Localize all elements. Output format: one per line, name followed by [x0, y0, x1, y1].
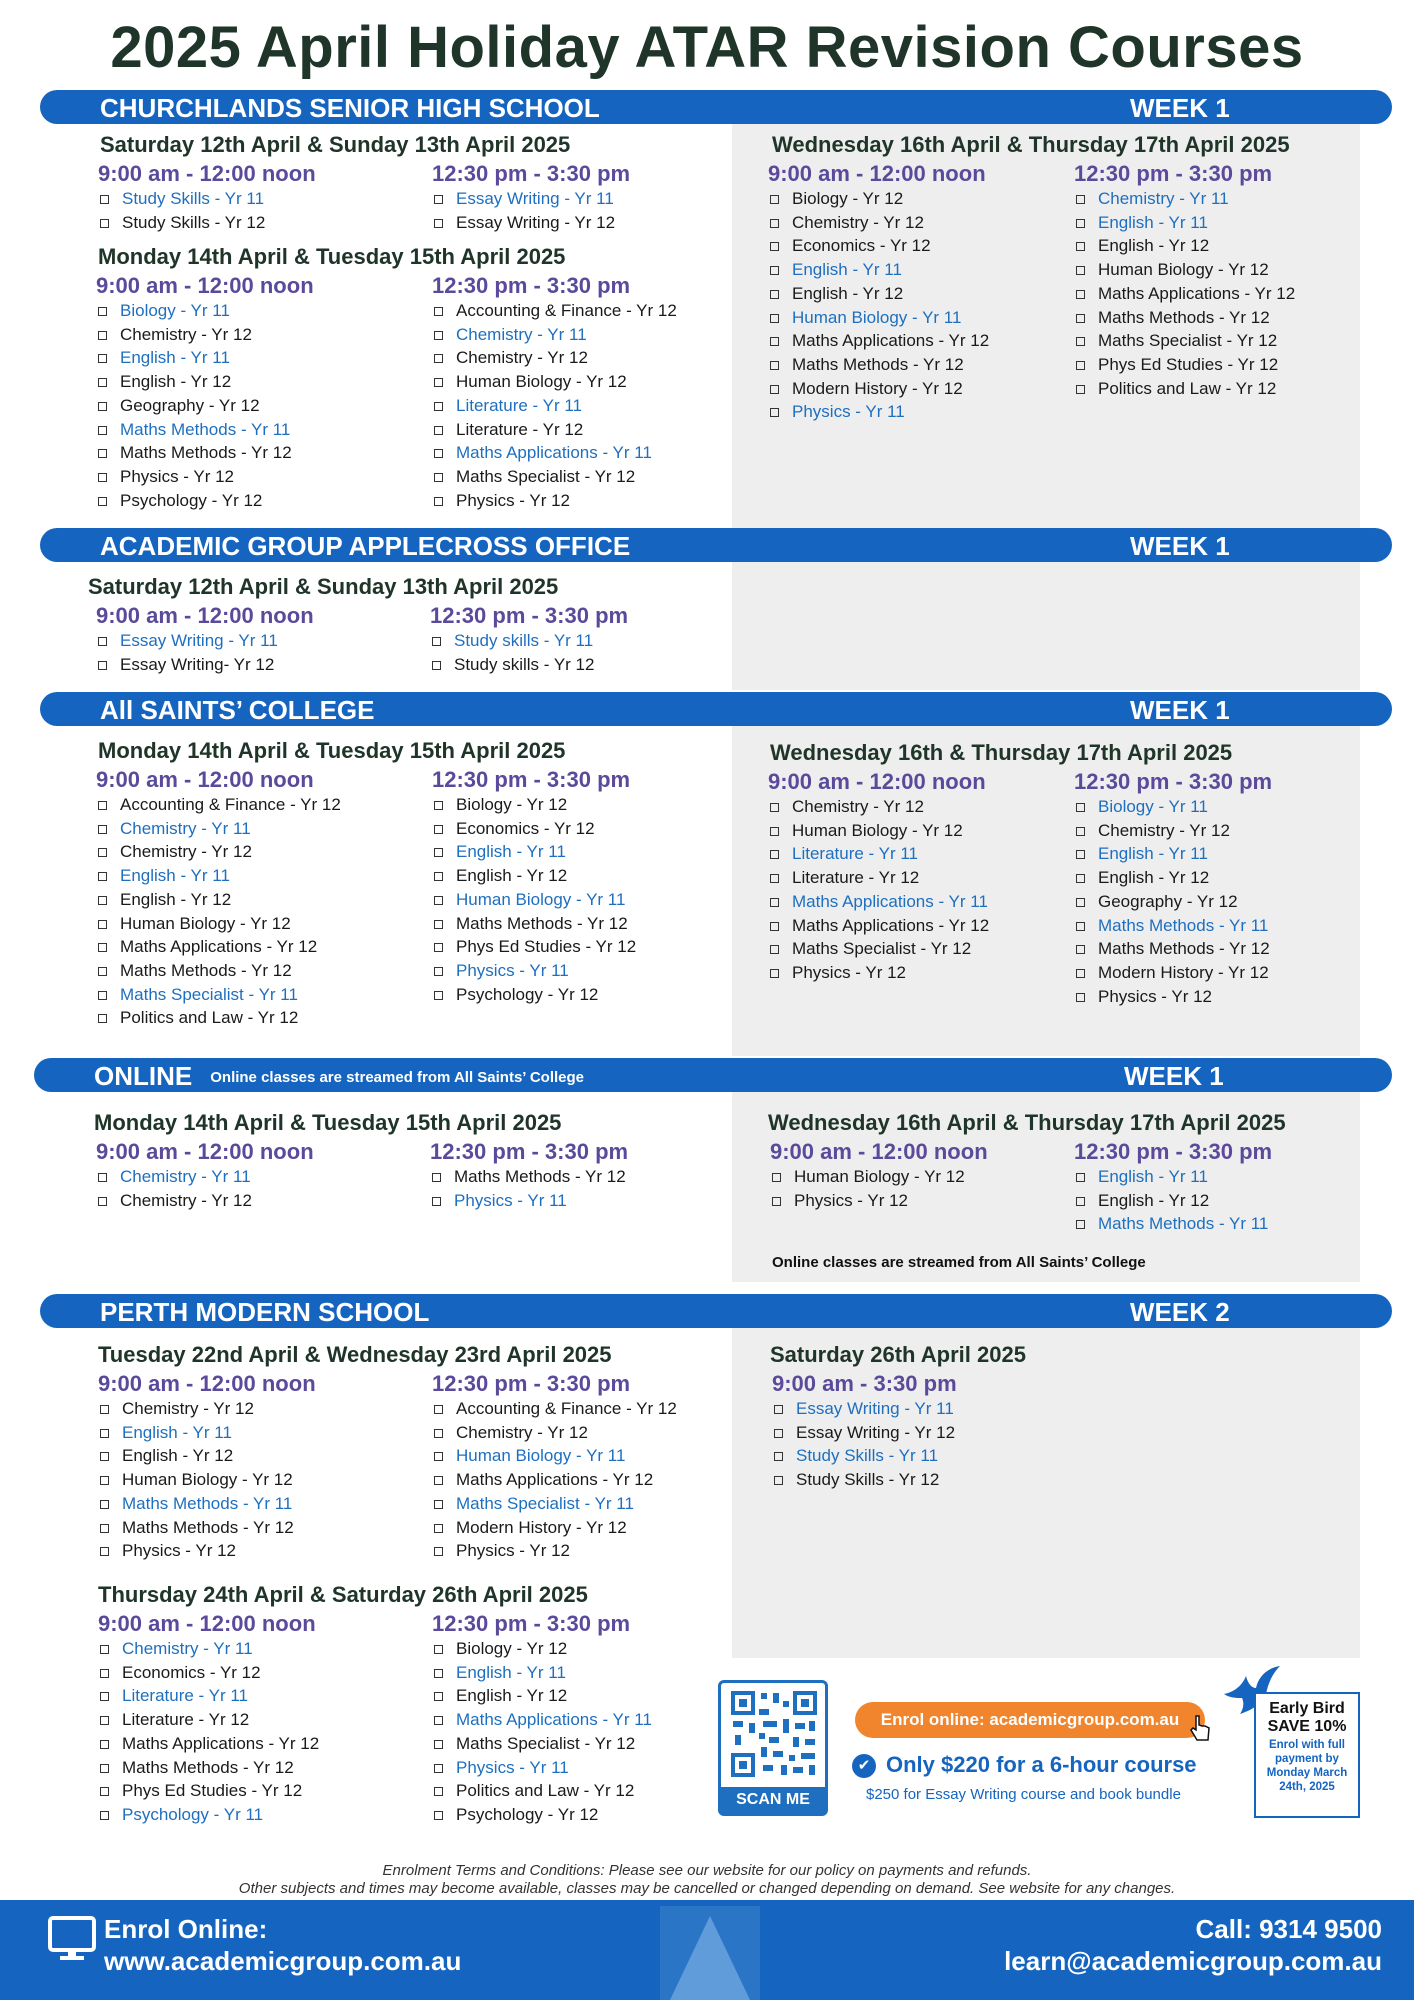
course-item: Study Skills - Yr 11 — [772, 1444, 957, 1468]
course-item: Maths Specialist - Yr 12 — [768, 937, 989, 961]
week-label: WEEK 1 — [1130, 695, 1230, 725]
time-slot: 9:00 am - 3:30 pm — [772, 1371, 957, 1396]
course-item: Literature - Yr 12 — [768, 866, 989, 890]
course-item: Politics and Law - Yr 12 — [432, 1779, 652, 1803]
am-column — [770, 1136, 988, 1212]
terms-line-1: Enrolment Terms and Conditions: Please see our website for our policy on payments and refunds. — [382, 1862, 1032, 1879]
course-item: Economics - Yr 12 — [98, 1661, 319, 1685]
course-item: Maths Applications - Yr 11 — [432, 1708, 652, 1732]
course-item: Psychology - Yr 12 — [432, 1803, 652, 1827]
time-slot: 9:00 am - 12:00 noon — [98, 161, 316, 186]
course-item: English - Yr 11 — [96, 864, 341, 888]
course-item: Human Biology - Yr 12 — [432, 370, 677, 394]
session-block — [770, 1342, 1026, 1368]
qr-code[interactable] — [718, 1680, 828, 1816]
course-item: Chemistry - Yr 11 — [432, 323, 677, 347]
course-item: Maths Applications - Yr 11 — [432, 441, 677, 465]
time-slot: 9:00 am - 12:00 noon — [768, 161, 986, 186]
course-item: Study skills - Yr 12 — [430, 653, 628, 677]
course-item: Literature - Yr 11 — [98, 1684, 319, 1708]
enrol-online-label: Enrol Online: — [104, 1914, 268, 1944]
course-item: Literature - Yr 12 — [432, 418, 677, 442]
session-date: Monday 14th April & Tuesday 15th April 2025 — [94, 1110, 562, 1135]
course-list — [96, 299, 314, 512]
course-item: Human Biology - Yr 12 — [96, 912, 341, 936]
course-item: English - Yr 11 — [96, 346, 314, 370]
am-column — [96, 600, 314, 676]
session-date: Tuesday 22nd April & Wednesday 23rd April 2025 — [98, 1342, 612, 1367]
course-item: Maths Methods - Yr 12 — [98, 1756, 319, 1780]
check-circle-icon: ✔ — [852, 1754, 876, 1778]
course-item: Human Biology - Yr 11 — [432, 888, 636, 912]
course-item: Human Biology - Yr 12 — [1074, 258, 1295, 282]
terms-line-2: Other subjects and times may become available, classes may be cancelled or changed depending on demand. See website for any changes. — [238, 1880, 1176, 1897]
session-date: Monday 14th April & Tuesday 15th April 2025 — [98, 244, 566, 269]
course-list — [96, 793, 341, 1030]
course-item: Maths Specialist - Yr 12 — [432, 1732, 652, 1756]
perthmodern-banner — [40, 1294, 1392, 1328]
am-column — [772, 1368, 957, 1492]
course-list — [432, 187, 630, 234]
course-item: Human Biology - Yr 12 — [98, 1468, 316, 1492]
course-list — [1074, 187, 1295, 400]
course-item: Maths Applications - Yr 12 — [98, 1732, 319, 1756]
session-date: Saturday 12th April & Sunday 13th April 2025 — [88, 574, 559, 599]
course-item: Maths Methods - Yr 12 — [432, 912, 636, 936]
course-item: Politics and Law - Yr 12 — [96, 1006, 341, 1030]
session-date: Wednesday 16th April & Thursday 17th April 2025 — [772, 132, 1290, 157]
week-label: WEEK 2 — [1130, 1297, 1230, 1327]
course-item: English - Yr 11 — [1074, 1165, 1272, 1189]
course-item: Literature - Yr 11 — [432, 394, 677, 418]
course-item: Human Biology - Yr 11 — [768, 306, 989, 330]
course-item: Maths Methods - Yr 11 — [98, 1492, 316, 1516]
course-item: Physics - Yr 12 — [770, 1189, 988, 1213]
week-label: WEEK 1 — [1130, 93, 1230, 123]
session-date: Monday 14th April & Tuesday 15th April 2025 — [98, 738, 566, 763]
school-name — [94, 1061, 584, 1092]
school-name: PERTH MODERN SCHOOL — [100, 1297, 430, 1327]
email-link[interactable]: learn@academicgroup.com.au — [1004, 1946, 1382, 1976]
course-item: Physics - Yr 11 — [432, 1756, 652, 1780]
course-item: Maths Applications - Yr 11 — [768, 890, 989, 914]
session-block — [772, 132, 1290, 158]
session-block — [94, 1110, 561, 1136]
course-item: English - Yr 11 — [432, 1661, 652, 1685]
page-title: 2025 April Holiday ATAR Revision Courses — [110, 15, 1304, 80]
am-column — [98, 158, 316, 234]
course-item: Modern History - Yr 12 — [768, 377, 989, 401]
course-item: Study skills - Yr 11 — [430, 629, 628, 653]
course-item: Chemistry - Yr 12 — [1074, 819, 1272, 843]
course-item: Maths Methods - Yr 12 — [96, 441, 314, 465]
time-slot: 9:00 am - 12:00 noon — [96, 1139, 314, 1164]
course-item: Chemistry - Yr 12 — [432, 1421, 677, 1445]
school-name: ACADEMIC GROUP APPLECROSS OFFICE — [100, 531, 631, 561]
course-item: Economics - Yr 12 — [432, 817, 636, 841]
early-bird-discount: SAVE 10% — [1267, 1718, 1347, 1735]
course-item: English - Yr 11 — [98, 1421, 316, 1445]
session-block — [768, 1110, 1286, 1136]
time-slot: 12:30 pm - 3:30 pm — [432, 1611, 631, 1636]
price-text: Only $220 for a 6-hour course — [886, 1752, 1197, 1777]
course-list — [432, 1637, 652, 1827]
phone-number[interactable]: Call: 9314 9500 — [1195, 1914, 1382, 1944]
course-item: English - Yr 12 — [1074, 1189, 1272, 1213]
time-slot: 12:30 pm - 3:30 pm — [1074, 1139, 1273, 1164]
time-slot: 9:00 am - 12:00 noon — [98, 1611, 316, 1636]
course-item: Essay Writing - Yr 12 — [772, 1421, 957, 1445]
course-item: Chemistry - Yr 12 — [96, 840, 341, 864]
course-item: English - Yr 12 — [98, 1444, 316, 1468]
course-item: Maths Methods - Yr 12 — [1074, 306, 1295, 330]
course-item: Maths Methods - Yr 11 — [96, 418, 314, 442]
session-block — [98, 244, 565, 270]
course-item: Maths Methods - Yr 12 — [1074, 937, 1272, 961]
session-date: Wednesday 16th & Thursday 17th April 2025 — [770, 740, 1233, 765]
pm-column — [430, 1136, 628, 1212]
course-item: Biology - Yr 12 — [432, 1637, 652, 1661]
course-list — [432, 299, 677, 512]
online-banner — [34, 1058, 1392, 1092]
am-column — [768, 158, 989, 424]
course-item: Maths Specialist - Yr 12 — [432, 465, 677, 489]
course-item: English - Yr 12 — [768, 282, 989, 306]
pm-column — [432, 764, 636, 1006]
am-column — [768, 766, 989, 985]
course-item: Study Skills - Yr 12 — [98, 211, 316, 235]
time-slot: 12:30 pm - 3:30 pm — [430, 603, 629, 628]
course-item: Maths Methods - Yr 11 — [1074, 1212, 1272, 1236]
school-name: CHURCHLANDS SENIOR HIGH SCHOOL — [100, 93, 600, 123]
course-item: Study Skills - Yr 12 — [772, 1468, 957, 1492]
session-date: Thursday 24th April & Saturday 26th April 2025 — [98, 1582, 588, 1607]
course-item: Physics - Yr 12 — [768, 961, 989, 985]
course-item: Politics and Law - Yr 12 — [1074, 377, 1295, 401]
website-link[interactable]: www.academicgroup.com.au — [104, 1946, 462, 1976]
monitor-icon — [48, 1916, 96, 1962]
week-label: WEEK 1 — [1130, 531, 1230, 561]
course-item: Physics - Yr 12 — [432, 1539, 677, 1563]
online-stream-note: Online classes are streamed from All Saints’ College — [772, 1254, 1146, 1271]
allsaints-banner — [40, 692, 1392, 726]
online-label: ONLINE — [94, 1061, 193, 1091]
early-bird-title: Early Bird — [1269, 1700, 1345, 1717]
pm-column — [432, 1368, 677, 1563]
course-item: Maths Applications - Yr 12 — [768, 329, 989, 353]
course-item: Literature - Yr 12 — [98, 1708, 319, 1732]
time-slot: 12:30 pm - 3:30 pm — [432, 161, 631, 186]
course-item: Maths Applications - Yr 12 — [96, 935, 341, 959]
course-item: Chemistry - Yr 12 — [96, 1189, 314, 1213]
course-item: English - Yr 12 — [1074, 234, 1295, 258]
time-slot: 12:30 pm - 3:30 pm — [432, 767, 631, 792]
time-slot: 12:30 pm - 3:30 pm — [1074, 161, 1273, 186]
pm-column — [432, 270, 677, 512]
course-item: English - Yr 11 — [768, 258, 989, 282]
course-item: English - Yr 12 — [96, 888, 341, 912]
course-list — [98, 187, 316, 234]
course-item: Human Biology - Yr 12 — [768, 819, 989, 843]
pm-column — [1074, 158, 1295, 400]
pm-column — [1074, 766, 1272, 1008]
course-list — [432, 1397, 677, 1563]
course-item: English - Yr 11 — [432, 840, 636, 864]
course-item: English - Yr 12 — [432, 864, 636, 888]
course-list — [430, 1165, 628, 1212]
course-item: Geography - Yr 12 — [96, 394, 314, 418]
pm-column — [1074, 1136, 1272, 1236]
scan-me-label: SCAN ME — [721, 1787, 825, 1813]
course-item: Maths Specialist - Yr 11 — [432, 1492, 677, 1516]
time-slot: 9:00 am - 12:00 noon — [98, 1371, 316, 1396]
footer — [0, 1900, 1414, 2000]
course-item: English - Yr 11 — [1074, 842, 1272, 866]
course-item: Biology - Yr 12 — [432, 793, 636, 817]
course-list — [430, 629, 628, 676]
churchlands-banner — [40, 90, 1392, 124]
course-item: Accounting & Finance - Yr 12 — [96, 793, 341, 817]
course-item: Essay Writing - Yr 12 — [432, 211, 630, 235]
course-list — [96, 1165, 314, 1212]
early-bird-badge — [1254, 1692, 1360, 1818]
am-column — [98, 1608, 319, 1827]
course-item: Biology - Yr 11 — [96, 299, 314, 323]
course-item: Maths Methods - Yr 12 — [430, 1165, 628, 1189]
course-item: Chemistry - Yr 12 — [96, 323, 314, 347]
course-item: Essay Writing - Yr 11 — [96, 629, 314, 653]
course-item: Maths Methods - Yr 12 — [98, 1516, 316, 1540]
course-item: Geography - Yr 12 — [1074, 890, 1272, 914]
session-block — [98, 1582, 588, 1608]
course-list — [768, 795, 989, 985]
session-block — [100, 132, 570, 158]
time-slot: 9:00 am - 12:00 noon — [96, 273, 314, 298]
course-list — [768, 187, 989, 424]
course-item: Psychology - Yr 12 — [432, 983, 636, 1007]
course-item: Physics - Yr 11 — [432, 959, 636, 983]
course-item: Chemistry - Yr 11 — [96, 1165, 314, 1189]
am-column — [98, 1368, 316, 1563]
session-block — [88, 574, 558, 600]
course-item: Modern History - Yr 12 — [432, 1516, 677, 1540]
course-item: Modern History - Yr 12 — [1074, 961, 1272, 985]
time-slot: 9:00 am - 12:00 noon — [96, 767, 314, 792]
week-label: WEEK 1 — [1124, 1061, 1224, 1091]
session-block — [98, 1342, 612, 1368]
course-item: Maths Methods - Yr 12 — [768, 353, 989, 377]
course-item: Chemistry - Yr 11 — [98, 1637, 319, 1661]
course-item: Physics - Yr 11 — [430, 1189, 628, 1213]
course-list — [770, 1165, 988, 1212]
course-item: Chemistry - Yr 11 — [96, 817, 341, 841]
course-item: Chemistry - Yr 12 — [768, 211, 989, 235]
course-item: Chemistry - Yr 12 — [432, 346, 677, 370]
pm-column — [430, 600, 628, 676]
course-item: Maths Applications - Yr 12 — [1074, 282, 1295, 306]
am-column — [96, 1136, 314, 1212]
course-item: Maths Methods - Yr 12 — [96, 959, 341, 983]
course-item: Study Skills - Yr 11 — [98, 187, 316, 211]
hand-cursor-icon — [1188, 1714, 1212, 1744]
time-slot: 12:30 pm - 3:30 pm — [432, 1371, 631, 1396]
triangle-graphic — [660, 1906, 760, 2000]
bundle-info: $250 for Essay Writing course and book bundle — [866, 1786, 1181, 1803]
course-list — [98, 1397, 316, 1563]
course-item: English - Yr 11 — [1074, 211, 1295, 235]
course-list — [98, 1637, 319, 1827]
course-item: English - Yr 12 — [1074, 866, 1272, 890]
course-item: Phys Ed Studies - Yr 12 — [432, 935, 636, 959]
pm-column — [432, 158, 630, 234]
time-slot: 9:00 am - 12:00 noon — [768, 769, 986, 794]
session-date: Saturday 12th April & Sunday 13th April 2025 — [100, 132, 571, 157]
course-item: Human Biology - Yr 11 — [432, 1444, 677, 1468]
online-banner-note: Online classes are streamed from All Saints’ College — [210, 1069, 584, 1086]
course-list — [432, 793, 636, 1006]
am-column — [96, 764, 341, 1030]
course-item: Psychology - Yr 12 — [96, 489, 314, 513]
applecross-panel — [732, 562, 1360, 690]
course-list — [772, 1397, 957, 1492]
course-list — [1074, 795, 1272, 1008]
course-item: Maths Specialist - Yr 11 — [96, 983, 341, 1007]
course-item: Chemistry - Yr 11 — [1074, 187, 1295, 211]
course-item: Biology - Yr 12 — [768, 187, 989, 211]
course-item: Biology - Yr 11 — [1074, 795, 1272, 819]
course-item: English - Yr 12 — [96, 370, 314, 394]
course-item: Psychology - Yr 11 — [98, 1803, 319, 1827]
early-bird-condition: Enrol with full payment by Monday March 24th, 2025 — [1266, 1739, 1348, 1793]
qr-code-icon — [729, 1689, 819, 1779]
time-slot: 12:30 pm - 3:30 pm — [1074, 769, 1273, 794]
course-list — [96, 629, 314, 676]
course-item: Economics - Yr 12 — [768, 234, 989, 258]
time-slot: 9:00 am - 12:00 noon — [96, 603, 314, 628]
time-slot: 12:30 pm - 3:30 pm — [432, 273, 631, 298]
course-item: Chemistry - Yr 12 — [768, 795, 989, 819]
course-item: Phys Ed Studies - Yr 12 — [98, 1779, 319, 1803]
applecross-banner — [40, 528, 1392, 562]
course-item: Maths Methods - Yr 11 — [1074, 914, 1272, 938]
school-name: All SAINTS’ COLLEGE — [100, 695, 375, 725]
course-item: English - Yr 12 — [432, 1684, 652, 1708]
course-list — [1074, 1165, 1272, 1236]
course-item: Physics - Yr 12 — [96, 465, 314, 489]
course-item: Physics - Yr 12 — [1074, 985, 1272, 1009]
course-item: Essay Writing - Yr 11 — [432, 187, 630, 211]
course-item: Human Biology - Yr 12 — [770, 1165, 988, 1189]
course-item: Maths Applications - Yr 12 — [768, 914, 989, 938]
course-item: Accounting & Finance - Yr 12 — [432, 299, 677, 323]
time-slot: 9:00 am - 12:00 noon — [770, 1139, 988, 1164]
session-block — [98, 738, 565, 764]
time-slot: 12:30 pm - 3:30 pm — [430, 1139, 629, 1164]
course-item: Accounting & Finance - Yr 12 — [432, 1397, 677, 1421]
am-column — [96, 270, 314, 512]
session-date: Saturday 26th April 2025 — [770, 1342, 1026, 1367]
course-item: Maths Specialist - Yr 12 — [1074, 329, 1295, 353]
session-block — [770, 740, 1232, 766]
course-item: Essay Writing - Yr 11 — [772, 1397, 957, 1421]
course-item: Literature - Yr 11 — [768, 842, 989, 866]
enrol-online-button[interactable]: Enrol online: academicgroup.com.au — [855, 1702, 1205, 1738]
pm-column — [432, 1608, 652, 1827]
course-item: Maths Applications - Yr 12 — [432, 1468, 677, 1492]
course-item: Physics - Yr 12 — [432, 489, 677, 513]
course-item: Chemistry - Yr 12 — [98, 1397, 316, 1421]
course-item: Phys Ed Studies - Yr 12 — [1074, 353, 1295, 377]
session-date: Wednesday 16th April & Thursday 17th April 2025 — [768, 1110, 1286, 1135]
course-item: Physics - Yr 11 — [768, 400, 989, 424]
course-item: Essay Writing- Yr 12 — [96, 653, 314, 677]
price-info — [852, 1752, 1197, 1778]
course-item: Physics - Yr 12 — [98, 1539, 316, 1563]
